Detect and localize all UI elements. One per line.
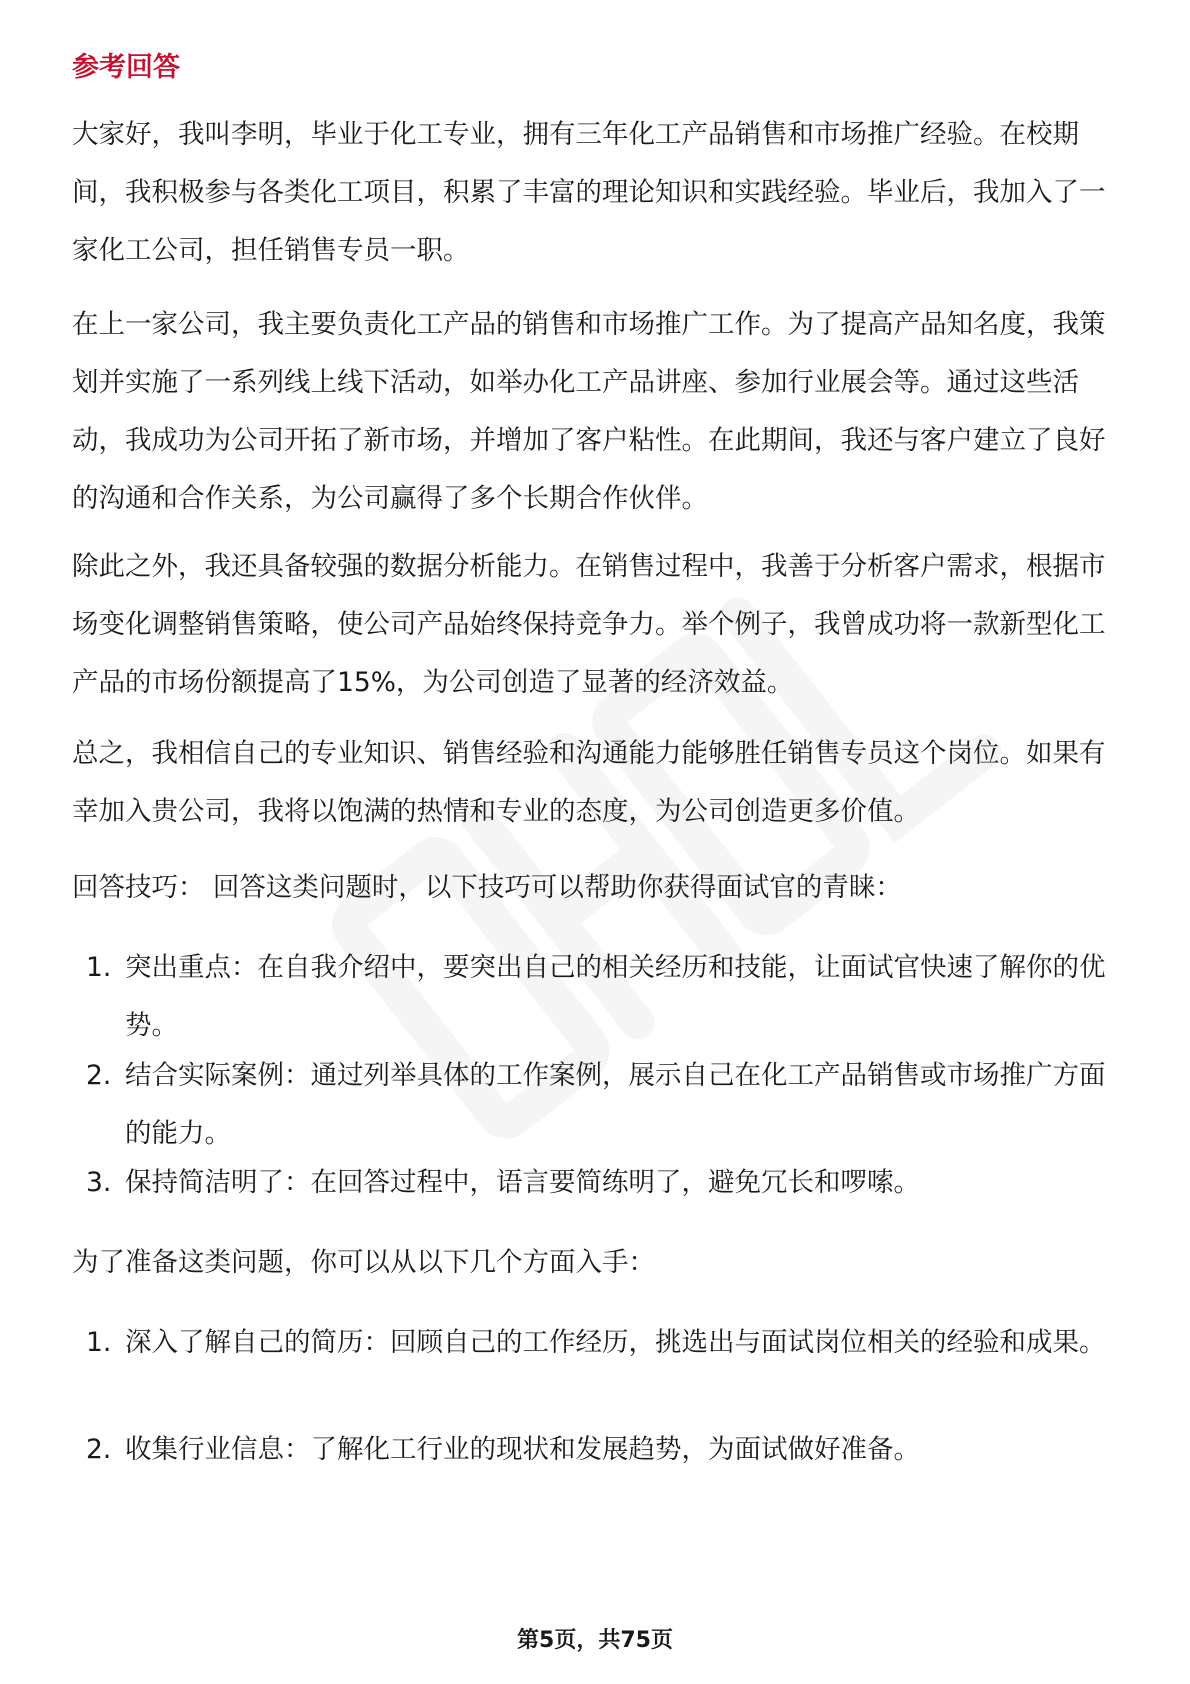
list-number: 3. xyxy=(86,1167,112,1198)
list-text: 深入了解自己的简历：回顾自己的工作经历，挑选出与面试岗位相关的经验和成果。 xyxy=(125,1327,1106,1358)
prep-intro: 为了准备这类问题，你可以从以下几个方面入手： xyxy=(72,1247,655,1278)
page-number-footer: 第5页，共75页 xyxy=(517,1628,673,1653)
answer-paragraph-2: 在上一家公司，我主要负责化工产品的销售和市场推广工作。为了提高产品知名度，我策划并实施了一系列线上线下活动，如举办化工产品讲座、参加行业展会等。通过这些活动，我成功为公司开拓了新市场，并增加了客户粘性。在此期间，我还与客户建立了良好的沟通和合作关系，为公司赢得了多个长期合作伙伴。 xyxy=(72,309,1106,514)
answer-paragraph-3: 除此之外，我还具备较强的数据分析能力。在销售过程中，我善于分析客户需求，根据市场变化调整销售策略，使公司产品始终保持竞争力。举个例子，我曾成功将一款新型化工产品的市场份额提高了15%，为公司创造了显著的经济效益。 xyxy=(72,551,1106,698)
list-text: 收集行业信息：了解化工行业的现状和发展趋势，为面试做好准备。 xyxy=(125,1434,920,1465)
list-number: 2. xyxy=(86,1060,112,1091)
list-text: 保持简洁明了：在回答过程中，语言要简练明了，避免冗长和啰嗦。 xyxy=(125,1167,920,1198)
list-number: 1. xyxy=(86,1327,112,1358)
list-number: 1. xyxy=(86,952,112,983)
tips-intro: 回答技巧： 回答这类问题时，以下技巧可以帮助你获得面试官的青睐： xyxy=(72,872,902,903)
list-text: 结合实际案例：通过列举具体的工作案例，展示自己在化工产品销售或市场推广方面的能力。 xyxy=(125,1060,1106,1149)
section-heading: 参考回答 xyxy=(72,52,180,83)
list-number: 2. xyxy=(86,1434,112,1465)
answer-paragraph-1: 大家好，我叫李明，毕业于化工专业，拥有三年化工产品销售和市场推广经验。在校期间，我积极参与各类化工项目，积累了丰富的理论知识和实践经验。毕业后，我加入了一家化工公司，担任销售专员一职。 xyxy=(72,119,1106,266)
list-text: 突出重点：在自我介绍中，要突出自己的相关经历和技能，让面试官快速了解你的优势。 xyxy=(125,952,1106,1041)
answer-paragraph-4: 总之，我相信自己的专业知识、销售经验和沟通能力能够胜任销售专员这个岗位。如果有幸加入贵公司，我将以饱满的热情和专业的态度，为公司创造更多价值。 xyxy=(72,738,1106,827)
